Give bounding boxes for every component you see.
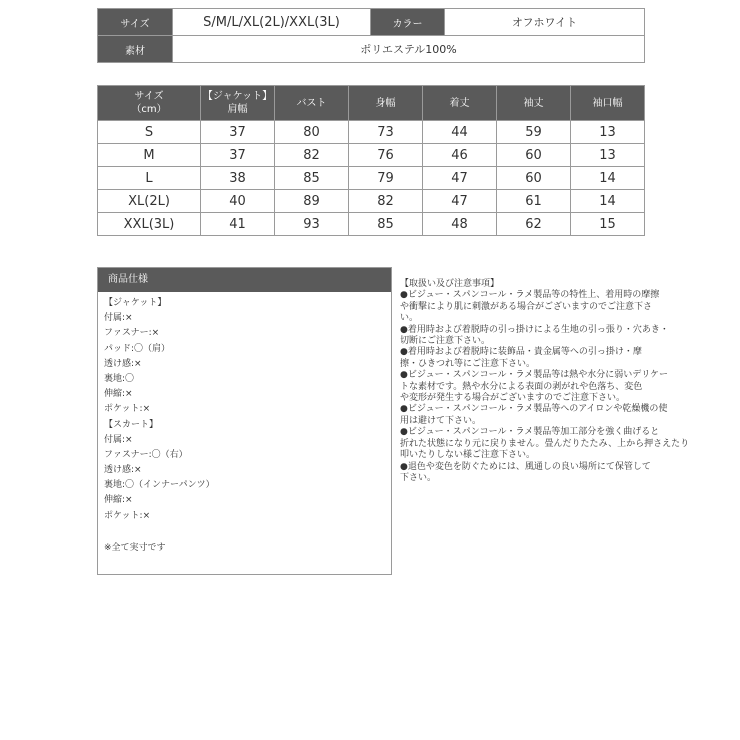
product-spec-list [98, 292, 391, 524]
value-cell: 37 [201, 121, 275, 144]
value-cell: 79 [349, 167, 423, 190]
column-header-cuff-width: 袖口幅 [571, 86, 645, 121]
value-cell: 59 [497, 121, 571, 144]
value-cell: 37 [201, 144, 275, 167]
column-header-length: 着丈 [423, 86, 497, 121]
spec-line: 付属:× [104, 313, 133, 324]
value-cell: 85 [349, 213, 423, 236]
column-header-body-width: 身幅 [349, 86, 423, 121]
care-instructions [400, 279, 690, 484]
care-line: い。 [400, 313, 419, 324]
care-line: や衝撃により肌に刺激がある場合がございますのでご注意下さ [400, 301, 653, 312]
spec-line: 透け感:× [104, 465, 142, 476]
care-line: ●ビジュー・スパンコール・ラメ製品等は熱や水分に弱いデリケー [400, 370, 669, 381]
care-line: トな素材です。熱や水分による表面の剥がれや色落ち、変色 [400, 381, 643, 392]
column-header-shoulder: 【ジャケット】 肩幅 [201, 86, 275, 121]
size-cell: M [98, 144, 201, 167]
value-cell: 47 [423, 190, 497, 213]
care-line: 【取扱い及び注意事項】 [400, 279, 500, 289]
table-row [98, 167, 645, 190]
spec-line: 【ジャケット】 [104, 298, 167, 308]
table-row [98, 144, 645, 167]
spec-line: 伸縮:× [104, 495, 133, 506]
size-chart-header-row [98, 86, 645, 121]
care-line: や変形が発生する場合がございますのでご注意下さい。 [400, 393, 626, 404]
care-line: 擦・ひきつれ等にご注意下さい。 [400, 358, 536, 369]
spec-line: ポケット:× [104, 510, 151, 521]
value-cell: 41 [201, 213, 275, 236]
value-cell: 14 [571, 190, 645, 213]
value-cell: 48 [423, 213, 497, 236]
value-cell: 60 [497, 167, 571, 190]
spec-line: ファスナー:〇（右） [104, 449, 188, 460]
value-cell: 15 [571, 213, 645, 236]
value-cell: 46 [423, 144, 497, 167]
spec-line: ファスナー:× [104, 328, 160, 339]
value-cell: 44 [423, 121, 497, 144]
column-header-bust: バスト [275, 86, 349, 121]
value-cell: 47 [423, 167, 497, 190]
size-cell: S [98, 121, 201, 144]
material-label: 素材 [98, 36, 173, 63]
info-row-material [98, 36, 645, 63]
value-cell: 13 [571, 121, 645, 144]
value-cell: 40 [201, 190, 275, 213]
size-cell: XL(2L) [98, 190, 201, 213]
size-chart-corner-header: サイズ （cm） [98, 86, 201, 121]
color-label: カラー [371, 9, 445, 36]
care-line: ●着用時および着脱時に装飾品・貴金属等への引っ掛け・摩 [400, 347, 642, 358]
spec-line: パッド:〇（肩） [104, 343, 171, 354]
value-cell: 80 [275, 121, 349, 144]
spec-line: 【スカート】 [104, 419, 159, 430]
care-line: 叩いたりしない様ご注意下さい。 [400, 450, 536, 461]
table-row [98, 121, 645, 144]
measurement-note: ※全て実寸です [104, 543, 166, 553]
value-cell: 82 [349, 190, 423, 213]
jacket-group-label: 【ジャケット】 [202, 91, 273, 102]
value-cell: 60 [497, 144, 571, 167]
color-value: オフホワイト [445, 9, 645, 36]
care-line: 折れた状態になり元に戻りません。畳んだりたたみ、上から押さえたり [400, 438, 690, 449]
care-line: ●ビジュー・スパンコール・ラメ製品等へのアイロンや乾燥機の使 [400, 404, 668, 415]
table-row [98, 213, 645, 236]
info-row-size-color [98, 9, 645, 36]
table-row [98, 190, 645, 213]
value-cell: 85 [275, 167, 349, 190]
care-line: ●ビジュー・スパンコール・ラメ製品等の特性上、着用時の摩擦 [400, 290, 660, 301]
spec-line: 透け感:× [104, 358, 142, 369]
material-value: ポリエステル100% [173, 36, 645, 63]
care-line: ●退色や変色を防ぐためには、風通しの良い場所にて保管して [400, 461, 651, 472]
size-value: S/M/L/XL(2L)/XXL(3L) [173, 9, 371, 36]
size-cell: L [98, 167, 201, 190]
column-header-sleeve-length: 袖丈 [497, 86, 571, 121]
care-line: ●着用時および着脱時の引っ掛けによる生地の引っ張り・穴あき・ [400, 324, 669, 335]
size-chart-table [97, 85, 645, 236]
care-line: ●ビジュー・スパンコール・ラメ製品等加工部分を強く曲げると [400, 427, 660, 438]
value-cell: 76 [349, 144, 423, 167]
care-line: 下さい。 [400, 472, 437, 483]
value-cell: 89 [275, 190, 349, 213]
spec-line: ポケット:× [104, 404, 151, 415]
care-line: 切断にご注意下さい。 [400, 336, 491, 347]
product-spec-box [97, 267, 392, 575]
size-label: サイズ [98, 9, 173, 36]
value-cell: 61 [497, 190, 571, 213]
value-cell: 14 [571, 167, 645, 190]
value-cell: 38 [201, 167, 275, 190]
spec-line: 伸縮:× [104, 389, 133, 400]
value-cell: 13 [571, 144, 645, 167]
value-cell: 62 [497, 213, 571, 236]
spec-line: 裏地:〇（インナーパンツ） [104, 480, 215, 491]
spec-line: 付属:× [104, 434, 133, 445]
value-cell: 82 [275, 144, 349, 167]
product-info-table [97, 8, 645, 63]
care-line: 用は避けて下さい。 [400, 415, 482, 426]
value-cell: 73 [349, 121, 423, 144]
size-cell: XXL(3L) [98, 213, 201, 236]
product-spec-title: 商品仕様 [98, 268, 391, 292]
spec-line: 裏地:〇 [104, 373, 135, 384]
value-cell: 93 [275, 213, 349, 236]
